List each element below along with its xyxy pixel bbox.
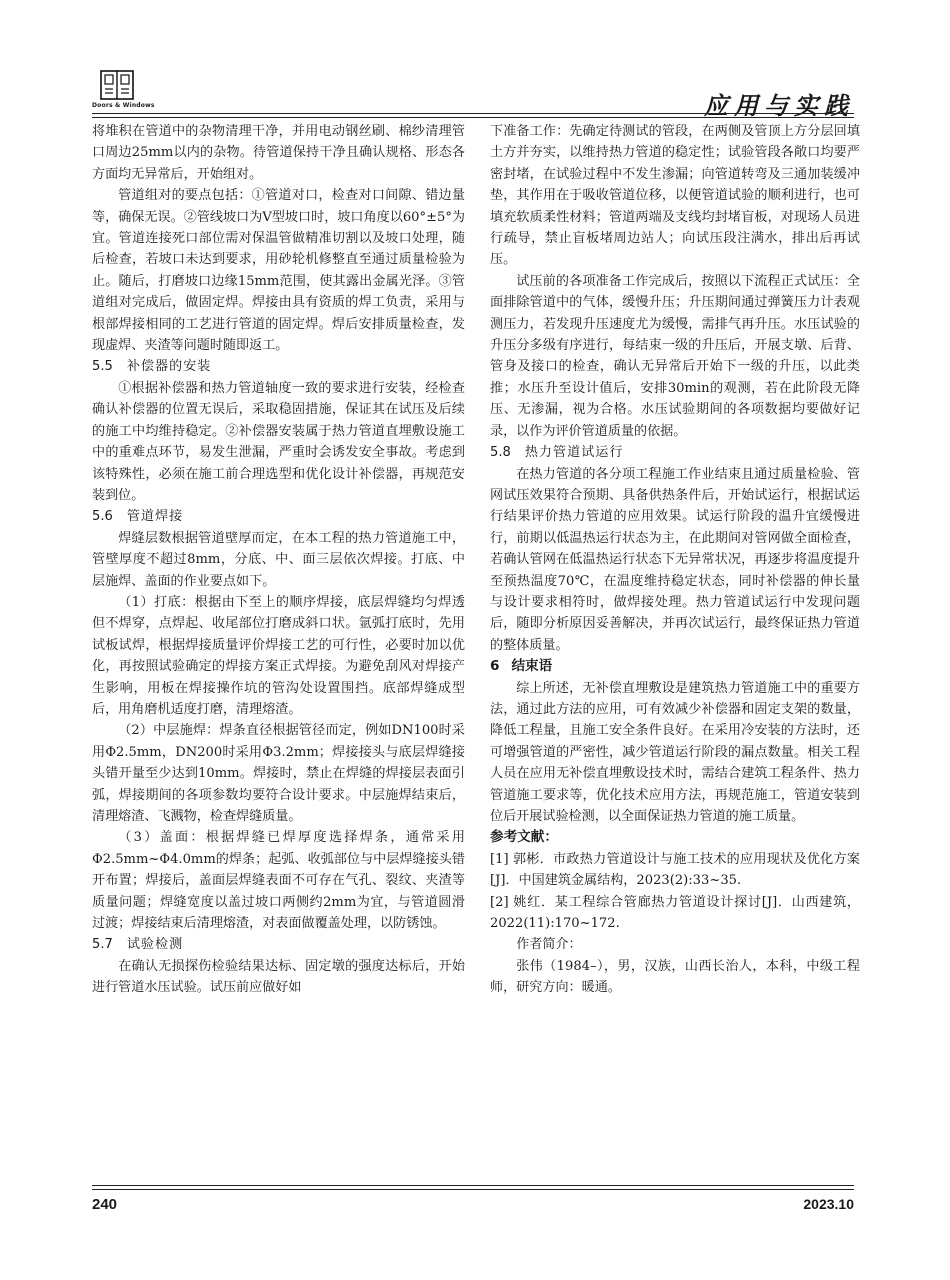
paragraph: （3）盖面：根据焊缝已焊厚度选择焊条，通常采用Φ2.5mm~Φ4.0mm的焊条；起弧、收弧部位与中层焊缝接头错开布置；焊接后，盖面层焊缝表面不可存在气孔、裂纹、夹渣等质量问题；焊缝宽度以盖过坡口两侧约2mm为宜，与管道圆滑过渡；焊接结束后清理熔渣，对表面做覆盖处理，以防锈蚀。 — [92, 830, 465, 932]
left-column — [92, 121, 465, 999]
paragraph: （2）中层施焊：焊条直径根据管径而定，例如DN100时采用Φ2.5mm，DN200时采用Φ3.2mm；焊接接头与底层焊缝接头错开量至少达到10mm。焊接时，禁止在焊缝的焊接层表面引弧，焊接期间的各项参数均要符合设计要求。中层施焊结束后，清理熔渣、飞溅物，检查焊缝质量。 — [92, 723, 465, 824]
reference-item: [2] 姚红．某工程综合管廊热力管道设计探讨[J]．山西建筑，2022(11):170~172. — [490, 894, 860, 932]
paragraph: 焊缝层数根据管道壁厚而定，在本工程的热力管道施工中，管壁厚度不超过8mm，分底、中、面三层依次焊接。打底、中层施焊、盖面的作业要点如下。 — [92, 530, 465, 589]
author-bio: 张伟（1984–），男，汉族，山西长治人，本科，中级工程师，研究方向：暖通。 — [490, 958, 860, 996]
footer-rule-thin — [92, 1189, 854, 1190]
issue-date: 2023.10 — [803, 1196, 854, 1212]
heading-number: 6 — [490, 658, 500, 675]
paragraph: ①根据补偿器和热力管道轴度一致的要求进行安装，经检查确认补偿器的位置无误后，采取稳固措施，保证其在试压及后续的施工中均维持稳定。②补偿器安装属于热力管道直埋敷设施工中的重难点环节，易发生泄漏，严重时会诱发安全事故。考虑到该特殊性，必须在施工前合理选型和优化设计补偿器，再规范安装到位。 — [92, 380, 465, 503]
heading-title: 补偿器的安装 — [126, 359, 212, 375]
section-heading-5-5 — [92, 356, 465, 377]
paragraph: 在热力管道的各分项工程施工作业结束且通过质量检验、管网试压效果符合预期、具备供热条件后，开始试运行，根据试运行结果评价热力管道的应用效果。试运行阶段的温升宜缓慢进行，前期以低温热运行状态为主，在此期间对管网做全面检查，若确认管网在低温热运行状态下无异常状况，再逐步将温度提升至预热温度70℃，在温度维持稳定状态，同时补偿器的伸长量与设计要求相符时，做焊接处理。热力管道试运行中发现问题后，随即分析原因妥善解决，并再次试运行，最终保证热力管道的整体质量。 — [490, 466, 860, 653]
paragraph: 下准备工作：先确定待测试的管段，在两侧及管顶上方分层回填土方并夯实，以维持热力管道的稳定性；试验管段各敞口均要严密封堵，在试验过程中不发生渗漏；向管道转弯及三通加装缓冲垫，其作用在于吸收管道位移，以便管道试验的顺利进行，也可填充软质柔性材料；管道两端及支线均封堵盲板，对现场人员进行疏导，禁止盲板堵周边站人；向试压段注满水，排出后再试压。 — [490, 124, 860, 268]
references-heading: 参考文献： — [490, 829, 558, 846]
paragraph: 试压前的各项准备工作完成后，按照以下流程正式试压：全面排除管道中的气体，缓慢升压；升压期间通过弹簧压力计表观测压力，若发现升压速度尤为缓慢，需排气再升压。水压试验的升压分多级有序进行，每结束一级的升压后，开展支墩、后背、管身及接口的检查，确认无异常后开始下一级的升压，以此类推；水压升至设计值后，安排30min的观测，若在此阶段无降压、无渗漏，视为合格。水压试验期间的各项数据均要做好记录，以作为评价管道质量的依据。 — [490, 273, 860, 439]
door-window-logo-icon — [100, 70, 134, 100]
logo-text: Doors & Windows — [92, 102, 155, 109]
paragraph: 管道组对的要点包括：①管道对口，检查对口间隙、错边量等，确保无误。②管线坡口为V型坡口时，坡口角度以60°±5°为宜。管道连接死口部位需对保温管做精准切割以及坡口处理，随后检查，若坡口未达到要求，用砂轮机修整直至通过质量检验为止。随后，打磨坡口边缘15mm范围，使其露出金属光泽。③管道组对完成后，做固定焊。焊接由具有资质的焊工负责，采用与根部焊接相同的工艺进行管道的固定焊。焊后安排质量检查，发现虚焊、夹渣等问题时随即返工。 — [92, 188, 465, 354]
heading-title: 结束语 — [511, 658, 553, 675]
heading-title: 热力管道试运行 — [524, 445, 624, 461]
section-title: 应用与实践 — [704, 91, 854, 120]
section-heading-5-8 — [490, 442, 860, 463]
magazine-logo — [92, 70, 170, 114]
paragraph: （1）打底：根据由下至上的顺序焊接，底层焊缝均匀焊透但不焊穿，点焊起、收尾部位打磨成斜口状。氩弧打底时，先用试板试焊，根据焊接质量评价焊接工艺的可行性，必要时加以优化，再按照试验确定的焊接方案正式焊接。为避免刮风对焊接产生影响，用板在焊接操作坑的管沟处设置围挡。底部焊缝成型后，用角磨机适度打磨，清理熔渣。 — [92, 594, 465, 717]
paragraph: 将堆积在管道中的杂物清理干净，并用电动钢丝刷、棉纱清理管口周边25mm以内的杂物。待管道保持干净且确认规格、形态各方面均无异常后，开始组对。 — [92, 124, 465, 182]
paragraph: 在确认无损探伤检验结果达标、固定墩的强度达标后，开始进行管道水压试验。试压前应做好如 — [92, 958, 465, 996]
author-label: 作者简介： — [516, 937, 582, 953]
heading-number: 5.8 — [490, 445, 511, 461]
heading-title: 管道焊接 — [126, 509, 184, 525]
heading-number: 5.5 — [92, 359, 113, 375]
right-column — [490, 121, 860, 999]
heading-title: 试验检测 — [126, 937, 184, 953]
header-rule-thin — [92, 117, 854, 118]
reference-item: [1] 郭彬．市政热力管道设计与施工技术的应用现状及优化方案[J]．中国建筑金属结构，2023(2):33~35. — [490, 851, 860, 889]
heading-number: 5.7 — [92, 937, 113, 953]
header-rule — [92, 113, 854, 114]
page-number: 240 — [92, 1196, 118, 1213]
section-heading-6 — [490, 656, 860, 677]
section-heading-5-6 — [92, 506, 465, 527]
heading-number: 5.6 — [92, 509, 113, 525]
footer-rule — [92, 1185, 854, 1186]
section-heading-5-7 — [92, 934, 465, 955]
paragraph: 综上所述，无补偿直埋敷设是建筑热力管道施工中的重要方法，通过此方法的应用，可有效减少补偿器和固定支架的数量，降低工程量，且施工安全条件良好。在采用冷安装的方法时，还可增强管道的严密性，减少管道运行阶段的漏点数量。相关工程人员在应用无补偿直埋敷设技术时，需结合建筑工程条件、热力管道施工要求等，优化技术应用方法，再规范施工，管道安装到位后开展试验检测，以全面保证热力管道的施工质量。 — [490, 680, 860, 824]
